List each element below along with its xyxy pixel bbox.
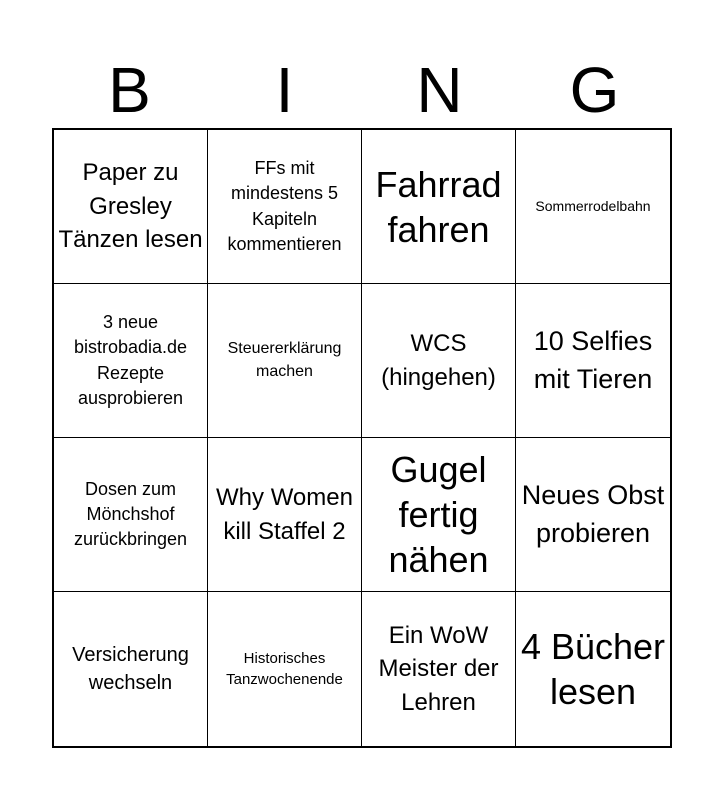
bingo-cell[interactable]: Dosen zum Mönchshof zurückbringen — [54, 438, 208, 592]
bingo-cell[interactable]: Gugel fertig nähen — [362, 438, 516, 592]
bingo-cell[interactable]: Paper zu Gresley Tänzen lesen — [54, 130, 208, 284]
bingo-cell[interactable]: Why Women kill Staffel 2 — [208, 438, 362, 592]
header-letter-n: N — [416, 54, 463, 126]
bingo-cell[interactable]: 3 neue bistrobadia.de Rezepte ausprobieren — [54, 284, 208, 438]
bingo-cell[interactable]: 4 Bücher lesen — [520, 626, 666, 712]
bingo-cell[interactable]: WCS (hingehen) — [362, 284, 516, 438]
bingo-cell[interactable]: Historisches Tanzwochenende — [208, 592, 362, 746]
bingo-header — [52, 52, 672, 128]
bingo-cell[interactable]: Versicherung wechseln — [54, 592, 208, 746]
bingo-cell[interactable]: Fahrrad fahren — [362, 130, 516, 284]
bingo-grid — [52, 128, 672, 748]
header-letter-g: G — [569, 54, 620, 126]
bingo-cell[interactable]: Sommerrodelbahn — [516, 130, 670, 284]
header-letter-i: I — [275, 54, 294, 126]
header-letter-b: B — [108, 54, 151, 126]
bingo-cell[interactable]: Neues Obst probieren — [516, 438, 670, 592]
bingo-cell[interactable]: 10 Selfies mit Tieren — [516, 284, 670, 438]
bingo-cell[interactable]: Ein WoW Meister der Lehren — [362, 592, 516, 746]
bingo-cell[interactable]: FFs mit mindestens 5 Kapiteln kommentieren — [208, 130, 362, 284]
bingo-cell[interactable]: Steuererklärung machen — [208, 284, 362, 438]
